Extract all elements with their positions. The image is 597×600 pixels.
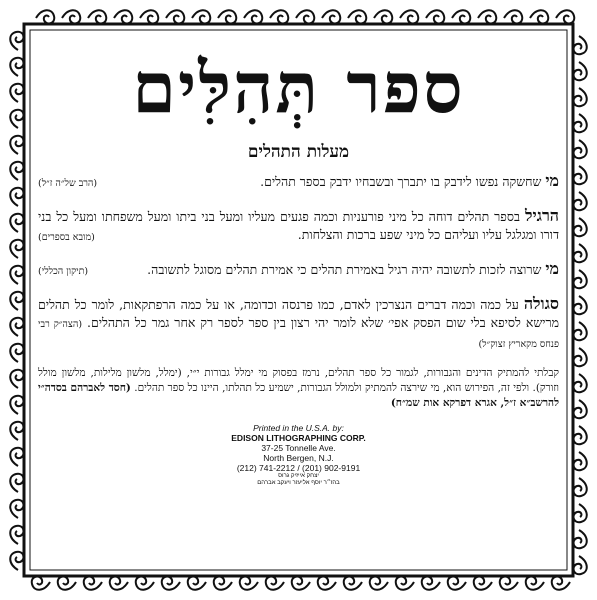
border-flourish xyxy=(322,10,340,23)
border-flourish xyxy=(240,577,258,590)
border-flourish xyxy=(10,214,23,232)
source-citation: (הרב של״ה ז״ל) xyxy=(38,178,98,189)
border-flourish xyxy=(10,344,23,362)
paragraph-3 xyxy=(38,260,559,279)
border-flourish xyxy=(296,10,314,23)
paragraph-2 xyxy=(38,207,559,244)
border-flourish xyxy=(192,10,210,23)
printer-phone: (212) 741-2212 / (201) 902-9191 xyxy=(236,463,361,473)
paragraph-text: בספר תהלים דוחה כל מיני פורעניות וכמה פגעים מעליו ומעל בני ביתו ומעל משפחתו ומעל כל בני דורו ומגלגל עליו ועליהם כל מיני שפע ברכות והצלחות. xyxy=(38,209,559,242)
printer-info xyxy=(38,423,559,487)
lead-word: הרגיל xyxy=(524,206,560,225)
border-flourish xyxy=(448,577,466,590)
note-source: (חסד לאברהם בסדה״י להרשב״א ז״ל, אגרא דפרקא אות שמ״ח) xyxy=(38,382,559,409)
border-flourish xyxy=(574,374,587,392)
lead-word: סגולה xyxy=(523,294,559,313)
border-flourish xyxy=(84,577,102,590)
border-flourish xyxy=(370,577,388,590)
border-flourish xyxy=(552,577,570,590)
border-flourish xyxy=(10,58,23,76)
border-flourish xyxy=(452,10,470,23)
border-flourish xyxy=(114,10,132,23)
border-flourish xyxy=(10,552,23,570)
border-flourish xyxy=(110,577,128,590)
border-flourish xyxy=(500,577,518,590)
border-flourish xyxy=(10,292,23,310)
border-flourish xyxy=(574,270,587,288)
border-flourish xyxy=(214,577,232,590)
border-flourish xyxy=(10,370,23,388)
border-flourish xyxy=(140,10,158,23)
border-flourish xyxy=(574,400,587,418)
border-flourish xyxy=(166,10,184,23)
border-flourish xyxy=(574,166,587,184)
border-flourish xyxy=(530,10,548,23)
border-flourish xyxy=(344,577,362,590)
border-flourish xyxy=(244,10,262,23)
border-flourish xyxy=(10,110,23,128)
border-flourish xyxy=(574,244,587,262)
border-flourish xyxy=(422,577,440,590)
border-flourish xyxy=(574,322,587,340)
border-flourish xyxy=(400,10,418,23)
printer-line: Printed in the U.S.A. by: xyxy=(253,423,344,433)
source-citation: (מובא בספרים) xyxy=(38,232,95,243)
border-flourish xyxy=(556,10,574,23)
border-flourish xyxy=(574,348,587,366)
paragraph-text: שחשקה נפשו לידבק בו יתברך ובשבחיו ידבק בספר תהלים. xyxy=(260,174,542,189)
border-flourish xyxy=(10,474,23,492)
border-flourish xyxy=(426,10,444,23)
border-flourish xyxy=(10,32,23,50)
border-flourish xyxy=(162,577,180,590)
note-text-2: היינו כל ספר תהלים. xyxy=(134,382,219,394)
border-flourish xyxy=(10,162,23,180)
source-citation: (הצה״ק רבי פנחס מקאריץ זצוק״ל) xyxy=(38,319,559,350)
border-flourish xyxy=(36,10,54,23)
border-flourish xyxy=(88,10,106,23)
printer-address-1: 37-25 Tonnelle Ave. xyxy=(261,443,336,453)
border-flourish xyxy=(270,10,288,23)
paragraph-text: שרוצה לזכות לתשובה יהיה רגיל באמירת תהלים כי אמירת תהלים מסוגל לתשובה. xyxy=(147,262,542,277)
border-flourish xyxy=(574,478,587,496)
border-flourish xyxy=(10,526,23,544)
border-flourish xyxy=(574,426,587,444)
border-flourish xyxy=(574,192,587,210)
border-flourish xyxy=(474,577,492,590)
border-flourish xyxy=(10,240,23,258)
border-flourish xyxy=(10,136,23,154)
note-text: קבלתי להמתיק הדינים והגבורות, לגמור כל ספר תהלים, נרמז בפסוק מי ימלל גבורות י״י, (ימלל, מלשון מלילות, מלשון מולל וזורק). ולפי זה, הפירוש הוא, מי שירצה להמתיק ולמולל הגבורות, ישמיע כל תהלתו, xyxy=(38,367,559,394)
border-flourish xyxy=(10,448,23,466)
border-flourish xyxy=(10,318,23,336)
border-flourish xyxy=(574,218,587,236)
border-flourish xyxy=(526,577,544,590)
border-flourish xyxy=(574,114,587,132)
printer-address-2: North Bergen, N.J. xyxy=(263,453,334,463)
border-flourish xyxy=(574,62,587,80)
printer-hebrew-2: בהז״ר יוסף אליעזר ויעקב אברהם xyxy=(257,480,340,486)
border-flourish xyxy=(504,10,522,23)
border-flourish xyxy=(574,36,587,54)
border-flourish xyxy=(574,88,587,106)
source-citation: (תיקון הכללי) xyxy=(38,266,89,277)
border-flourish xyxy=(396,577,414,590)
border-flourish xyxy=(348,10,366,23)
border-flourish xyxy=(574,140,587,158)
border-flourish xyxy=(10,396,23,414)
border-flourish xyxy=(218,10,236,23)
border-flourish xyxy=(10,500,23,518)
border-flourish xyxy=(136,577,154,590)
border-flourish xyxy=(32,577,50,590)
border-flourish xyxy=(574,452,587,470)
border-flourish xyxy=(478,10,496,23)
paragraph-1 xyxy=(38,172,559,191)
small-note xyxy=(38,366,559,411)
border-flourish xyxy=(58,577,76,590)
border-flourish xyxy=(188,577,206,590)
border-flourish xyxy=(292,577,310,590)
border-flourish xyxy=(374,10,392,23)
border-flourish xyxy=(574,504,587,522)
page-title: ספר תְּהִלִּים xyxy=(132,46,465,129)
border-flourish xyxy=(10,266,23,284)
printer-name: EDISON LITHOGRAPHING CORP. xyxy=(231,433,366,443)
border-flourish xyxy=(574,556,587,574)
border-flourish xyxy=(10,422,23,440)
border-flourish xyxy=(318,577,336,590)
border-flourish xyxy=(574,296,587,314)
border-flourish xyxy=(10,84,23,102)
printer-hebrew-1: יצחק אייזיק גרוס xyxy=(278,473,319,479)
border-flourish xyxy=(62,10,80,23)
border-flourish xyxy=(574,530,587,548)
lead-word: מי xyxy=(545,171,559,190)
lead-word: מי xyxy=(545,259,559,278)
page-content xyxy=(38,34,559,566)
border-flourish xyxy=(266,577,284,590)
border-flourish xyxy=(10,188,23,206)
paragraph-4 xyxy=(38,295,559,354)
subtitle: מעלות התהלים xyxy=(247,142,350,162)
paragraph-text: על כמה וכמה דברים הנצרכין לאדם, כמו פרנסה וכדומה, או על כמה הרפתקאות, לומר כל תהלים מרישא לסיפא בלי שום הפסק אפי׳ שלא לומר יהי רצון בין ספר לספר רק אחר גמר כל התהלים. xyxy=(38,297,559,330)
